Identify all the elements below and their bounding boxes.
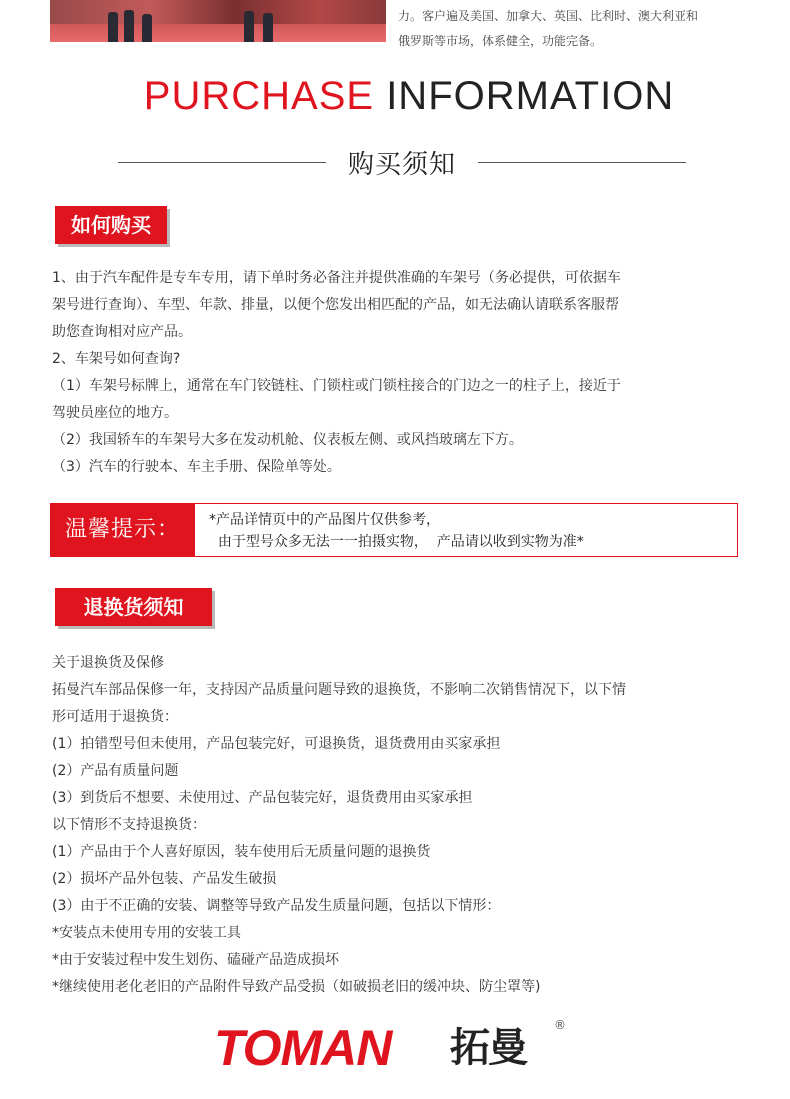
- intro-line: 力。客户遍及美国、加拿大、英国、比利时、澳大利亚和: [398, 9, 699, 23]
- title-information: INFORMATION: [386, 74, 675, 118]
- registered-mark: ®: [554, 1018, 566, 1032]
- intro-text: [398, 4, 748, 54]
- how-to-buy-line: 1、由于汽车配件是专车专用，请下单时务必备注并提供准确的车架号（务必提供，可依据车: [52, 270, 621, 286]
- title-purchase: PURCHASE: [143, 74, 375, 118]
- divider-line-left: [118, 162, 326, 163]
- photo-floor: [50, 24, 386, 42]
- photo-person: [263, 13, 273, 42]
- returns-line: (3）到货后不想要、未使用过、产品包装完好，退货费用由买家承担: [52, 790, 473, 806]
- how-to-buy-line: （2）我国轿车的车架号大多在发动机舱、仪表板左侧、或风挡玻璃左下方。: [52, 432, 523, 448]
- notice-line: 由于型号众多无法一一拍摄实物， 产品请以收到实物为准*: [209, 534, 584, 550]
- how-to-buy-badge: 如何购买: [55, 206, 167, 244]
- page-subtitle: 购买须知: [348, 149, 457, 180]
- returns-line: (2）损坏产品外包装、产品发生破损: [52, 871, 277, 887]
- divider-line-right: [478, 162, 686, 163]
- company-photo: [50, 0, 386, 42]
- intro-line: 俄罗斯等市场，体系健全，功能完备。: [398, 34, 603, 48]
- notice-box: [50, 503, 738, 557]
- returns-line: (1）拍错型号但未使用，产品包装完好，可退换货，退货费用由买家承担: [52, 736, 501, 752]
- returns-line: (1）产品由于个人喜好原因，装车使用后无质量问题的退换货: [52, 844, 431, 860]
- returns-line: 以下情形不支持退换货：: [52, 817, 206, 833]
- how-to-buy-line: （3）汽车的行驶本、车主手册、保险单等处。: [52, 459, 341, 475]
- how-to-buy-section: [52, 265, 621, 481]
- returns-badge: 退换货须知: [55, 588, 212, 626]
- how-to-buy-line: 驾驶员座位的地方。: [52, 405, 178, 421]
- how-to-buy-line: （1）车架号标牌上，通常在车门铰链柱、门锁柱或门锁柱接合的门边之一的柱子上，接近于: [52, 378, 621, 394]
- photo-person: [124, 10, 134, 42]
- returns-line: 拓曼汽车部品保修一年，支持因产品质量问题导致的退换货，不影响二次销售情况下，以下情: [52, 682, 626, 698]
- how-to-buy-line: 架号进行查询）、车型、年款、排量，以便个您发出相匹配的产品，如无法确认请联系客服帮: [52, 297, 619, 313]
- logo-latin-text: TOMAN: [214, 1020, 392, 1076]
- photo-person: [142, 14, 152, 42]
- returns-line: 关于退换货及保修: [52, 655, 164, 671]
- returns-line: *安装点未使用专用的安装工具: [52, 925, 241, 941]
- photo-person: [108, 12, 118, 42]
- page-title: [0, 70, 790, 122]
- notice-line: *产品详情页中的产品图片仅供参考，: [209, 512, 440, 528]
- notice-label: 温馨提示：: [50, 503, 195, 557]
- brand-logo: [214, 1018, 574, 1078]
- returns-line: *继续使用老化老旧的产品附件导致产品受损（如破损老旧的缓冲块、防尘罩等): [52, 979, 541, 995]
- returns-section: [52, 650, 626, 1001]
- subtitle-divider: [118, 140, 686, 184]
- notice-text: [209, 509, 584, 553]
- returns-line: (3）由于不正确的安装、调整等导致产品发生质量问题，包括以下情形：: [52, 898, 501, 914]
- returns-line: 形可适用于退换货：: [52, 709, 178, 725]
- returns-line: *由于安装过程中发生划伤、磕碰产品造成损坏: [52, 952, 339, 968]
- how-to-buy-line: 2、车架号如何查询?: [52, 351, 181, 367]
- photo-person: [244, 11, 254, 42]
- logo-chinese-text: 拓曼: [450, 1025, 526, 1071]
- how-to-buy-line: 助您查询相对应产品。: [52, 324, 192, 340]
- returns-line: (2）产品有质量问题: [52, 763, 179, 779]
